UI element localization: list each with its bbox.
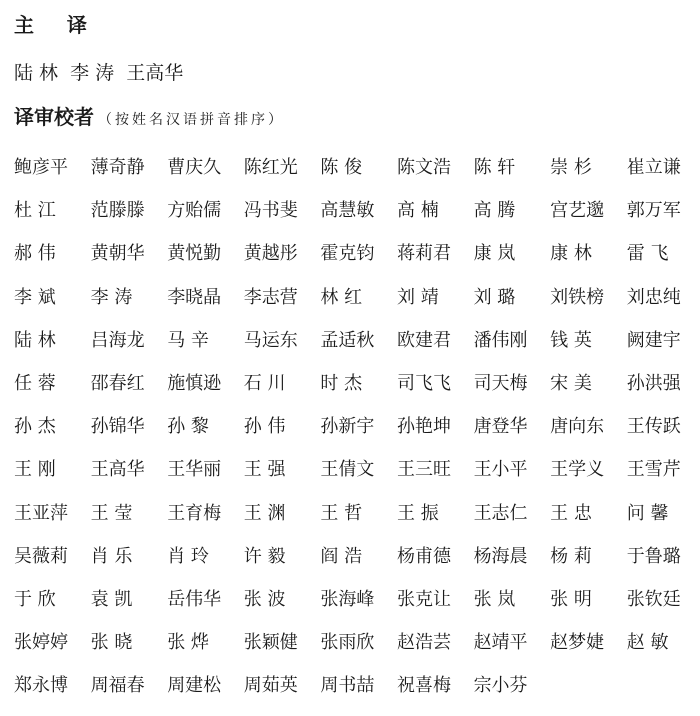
reviewer-name: 于鲁璐 (626, 545, 681, 567)
reviewer-name: 陈文浩 (396, 157, 451, 178)
reviewer-name: 王亚萍 (14, 502, 68, 524)
reviewer-name: 宫艺邈 (550, 200, 605, 222)
reviewer-name: 崔立谦 (626, 157, 681, 178)
reviewer-name: 高慧敏 (320, 200, 375, 222)
reviewer-name: 李 涛 (90, 286, 133, 308)
reviewer-name: 杜 江 (14, 200, 56, 222)
reviewer-name: 王育梅 (167, 502, 222, 524)
reviewer-name: 陈红光 (243, 157, 298, 178)
reviewer-name: 张 明 (550, 588, 592, 610)
reviewer-name: 张 烨 (167, 632, 209, 654)
reviewer-name: 吕海龙 (90, 329, 145, 351)
reviewer-name: 王三旺 (396, 459, 451, 481)
reviewer-name: 马运东 (243, 329, 298, 351)
reviewer-name: 李志营 (243, 286, 298, 308)
reviewer-name: 时 杰 (320, 372, 363, 394)
reviewer-name: 马 辛 (167, 329, 209, 351)
reviewer-name: 黄悦勤 (167, 243, 222, 265)
reviewer-name: 赵梦婕 (550, 632, 605, 654)
reviewer-name: 蒋莉君 (396, 243, 451, 265)
reviewer-name: 吴薇莉 (14, 545, 68, 567)
reviewer-name: 张婷婷 (14, 632, 68, 654)
reviewer-name: 李 斌 (14, 286, 56, 308)
reviewer-name: 王雪芹 (626, 459, 681, 481)
reviewer-name: 王高华 (90, 459, 145, 481)
reviewer-name: 王 振 (396, 502, 439, 524)
reviewer-name: 刘忠纯 (626, 286, 681, 308)
reviewer-name: 王华丽 (167, 459, 222, 481)
reviewer-name: 曹庆久 (167, 157, 222, 178)
reviewers-heading-row (14, 105, 285, 132)
reviewer-name: 范滕滕 (90, 200, 145, 222)
reviewer-name: 杨海晨 (473, 545, 528, 567)
reviewer-name: 孙 杰 (14, 416, 56, 438)
reviewer-name: 黄朝华 (90, 243, 145, 265)
reviewer-name: 孙洪强 (626, 372, 681, 394)
reviewer-name: 康 岚 (473, 243, 516, 265)
reviewer-name: 袁 凯 (90, 588, 133, 610)
reviewer-name: 任 蓉 (14, 372, 56, 394)
reviewer-name: 王学义 (550, 459, 605, 481)
reviewer-name: 王志仁 (473, 502, 528, 524)
reviewer-name: 岳伟华 (167, 588, 222, 610)
reviewer-name: 潘伟刚 (473, 329, 528, 351)
reviewer-name: 肖 乐 (90, 545, 133, 567)
reviewer-name: 康 林 (550, 243, 592, 265)
reviewer-name: 李晓晶 (167, 286, 222, 308)
reviewer-name: 冯书斐 (243, 200, 298, 222)
reviewer-name: 王 哲 (320, 502, 363, 524)
reviewer-name: 周福春 (90, 675, 145, 697)
reviewer-name: 张海峰 (320, 588, 375, 610)
reviewer-name: 王倩文 (320, 459, 375, 481)
reviewer-name: 王 强 (243, 459, 286, 481)
reviewer-name: 方贻儒 (167, 200, 222, 222)
reviewer-name: 王 忠 (550, 502, 592, 524)
reviewer-name: 宋 美 (550, 372, 592, 394)
reviewer-name: 薄奇静 (90, 157, 145, 178)
reviewer-name: 阎 浩 (320, 545, 363, 567)
reviewer-name: 司天梅 (473, 372, 528, 394)
reviewer-name: 钱 英 (550, 329, 592, 351)
reviewer-name: 崇 杉 (550, 157, 592, 178)
reviewer-name: 雷 飞 (626, 243, 669, 265)
reviewer-name: 王 莹 (90, 502, 133, 524)
reviewer-name: 张克让 (396, 588, 451, 610)
reviewer-name: 赵 敏 (626, 632, 669, 654)
reviewer-name: 于 欣 (14, 588, 56, 610)
reviewer-name: 林 红 (320, 286, 363, 308)
reviewer-name: 肖 玲 (167, 545, 209, 567)
reviewer-name: 刘 璐 (473, 286, 516, 308)
reviewer-name: 张雨欣 (320, 632, 375, 654)
reviewer-name: 周书喆 (320, 675, 375, 697)
reviewer-name: 欧建君 (396, 329, 451, 351)
reviewers-sort-note: （按姓名汉语拼音排序） (98, 112, 285, 128)
reviewer-name: 宗小芬 (473, 675, 528, 697)
reviewers-heading: 译审校者 (14, 105, 94, 129)
reviewer-name: 孙艳坤 (396, 416, 451, 438)
main-translators-names: 陆 林 李 涛 王高华 (14, 62, 184, 84)
reviewer-name: 王传跃 (626, 416, 681, 438)
reviewer-name: 孙 黎 (167, 416, 209, 438)
reviewer-name: 周茹英 (243, 675, 298, 697)
reviewer-name: 周建松 (167, 675, 222, 697)
reviewer-name: 刘铁榜 (550, 286, 605, 308)
reviewer-name: 孙新宇 (320, 416, 375, 438)
reviewers-name-grid (14, 153, 694, 714)
reviewer-name: 郭万军 (626, 200, 681, 222)
reviewer-name: 赵靖平 (473, 632, 528, 654)
reviewer-name: 陈 俊 (320, 157, 363, 178)
reviewer-name: 刘 靖 (396, 286, 439, 308)
reviewer-name: 张颖健 (243, 632, 298, 654)
reviewer-name: 高 楠 (396, 200, 439, 222)
reviewer-name: 张 波 (243, 588, 286, 610)
reviewer-name: 霍克钧 (320, 243, 375, 265)
reviewer-name: 高 腾 (473, 200, 516, 222)
reviewer-name: 许 毅 (243, 545, 286, 567)
reviewer-name: 杨甫德 (396, 545, 451, 567)
reviewer-name: 王 渊 (243, 502, 286, 524)
reviewer-name: 陈 轩 (473, 157, 516, 178)
reviewer-name: 赵浩芸 (396, 632, 451, 654)
reviewer-name: 鲍彦平 (14, 157, 68, 178)
reviewer-name: 杨 莉 (550, 545, 592, 567)
reviewer-name: 王小平 (473, 459, 528, 481)
reviewer-name: 祝喜梅 (396, 675, 451, 697)
reviewer-name: 石 川 (243, 372, 286, 394)
reviewer-name: 阙建宇 (626, 329, 681, 351)
reviewer-name: 孙 伟 (243, 416, 286, 438)
reviewer-name: 问 馨 (626, 502, 669, 524)
reviewer-name: 张 岚 (473, 588, 516, 610)
reviewer-name: 唐登华 (473, 416, 528, 438)
reviewer-name: 王 刚 (14, 459, 56, 481)
reviewer-name: 郝 伟 (14, 243, 56, 265)
reviewer-name: 陆 林 (14, 329, 56, 351)
main-translators-heading: 主 译 (14, 13, 88, 37)
reviewer-name: 张 晓 (90, 632, 133, 654)
reviewer-name: 司飞飞 (396, 372, 451, 394)
reviewer-name: 郑永博 (14, 675, 68, 697)
reviewer-name: 邵春红 (90, 372, 145, 394)
reviewer-name: 唐向东 (550, 416, 605, 438)
reviewer-name: 孟适秋 (320, 329, 375, 351)
reviewer-name: 张钦廷 (626, 588, 681, 610)
reviewer-name: 孙锦华 (90, 416, 145, 438)
reviewer-name: 黄越彤 (243, 243, 298, 265)
reviewer-name: 施慎逊 (167, 372, 222, 394)
